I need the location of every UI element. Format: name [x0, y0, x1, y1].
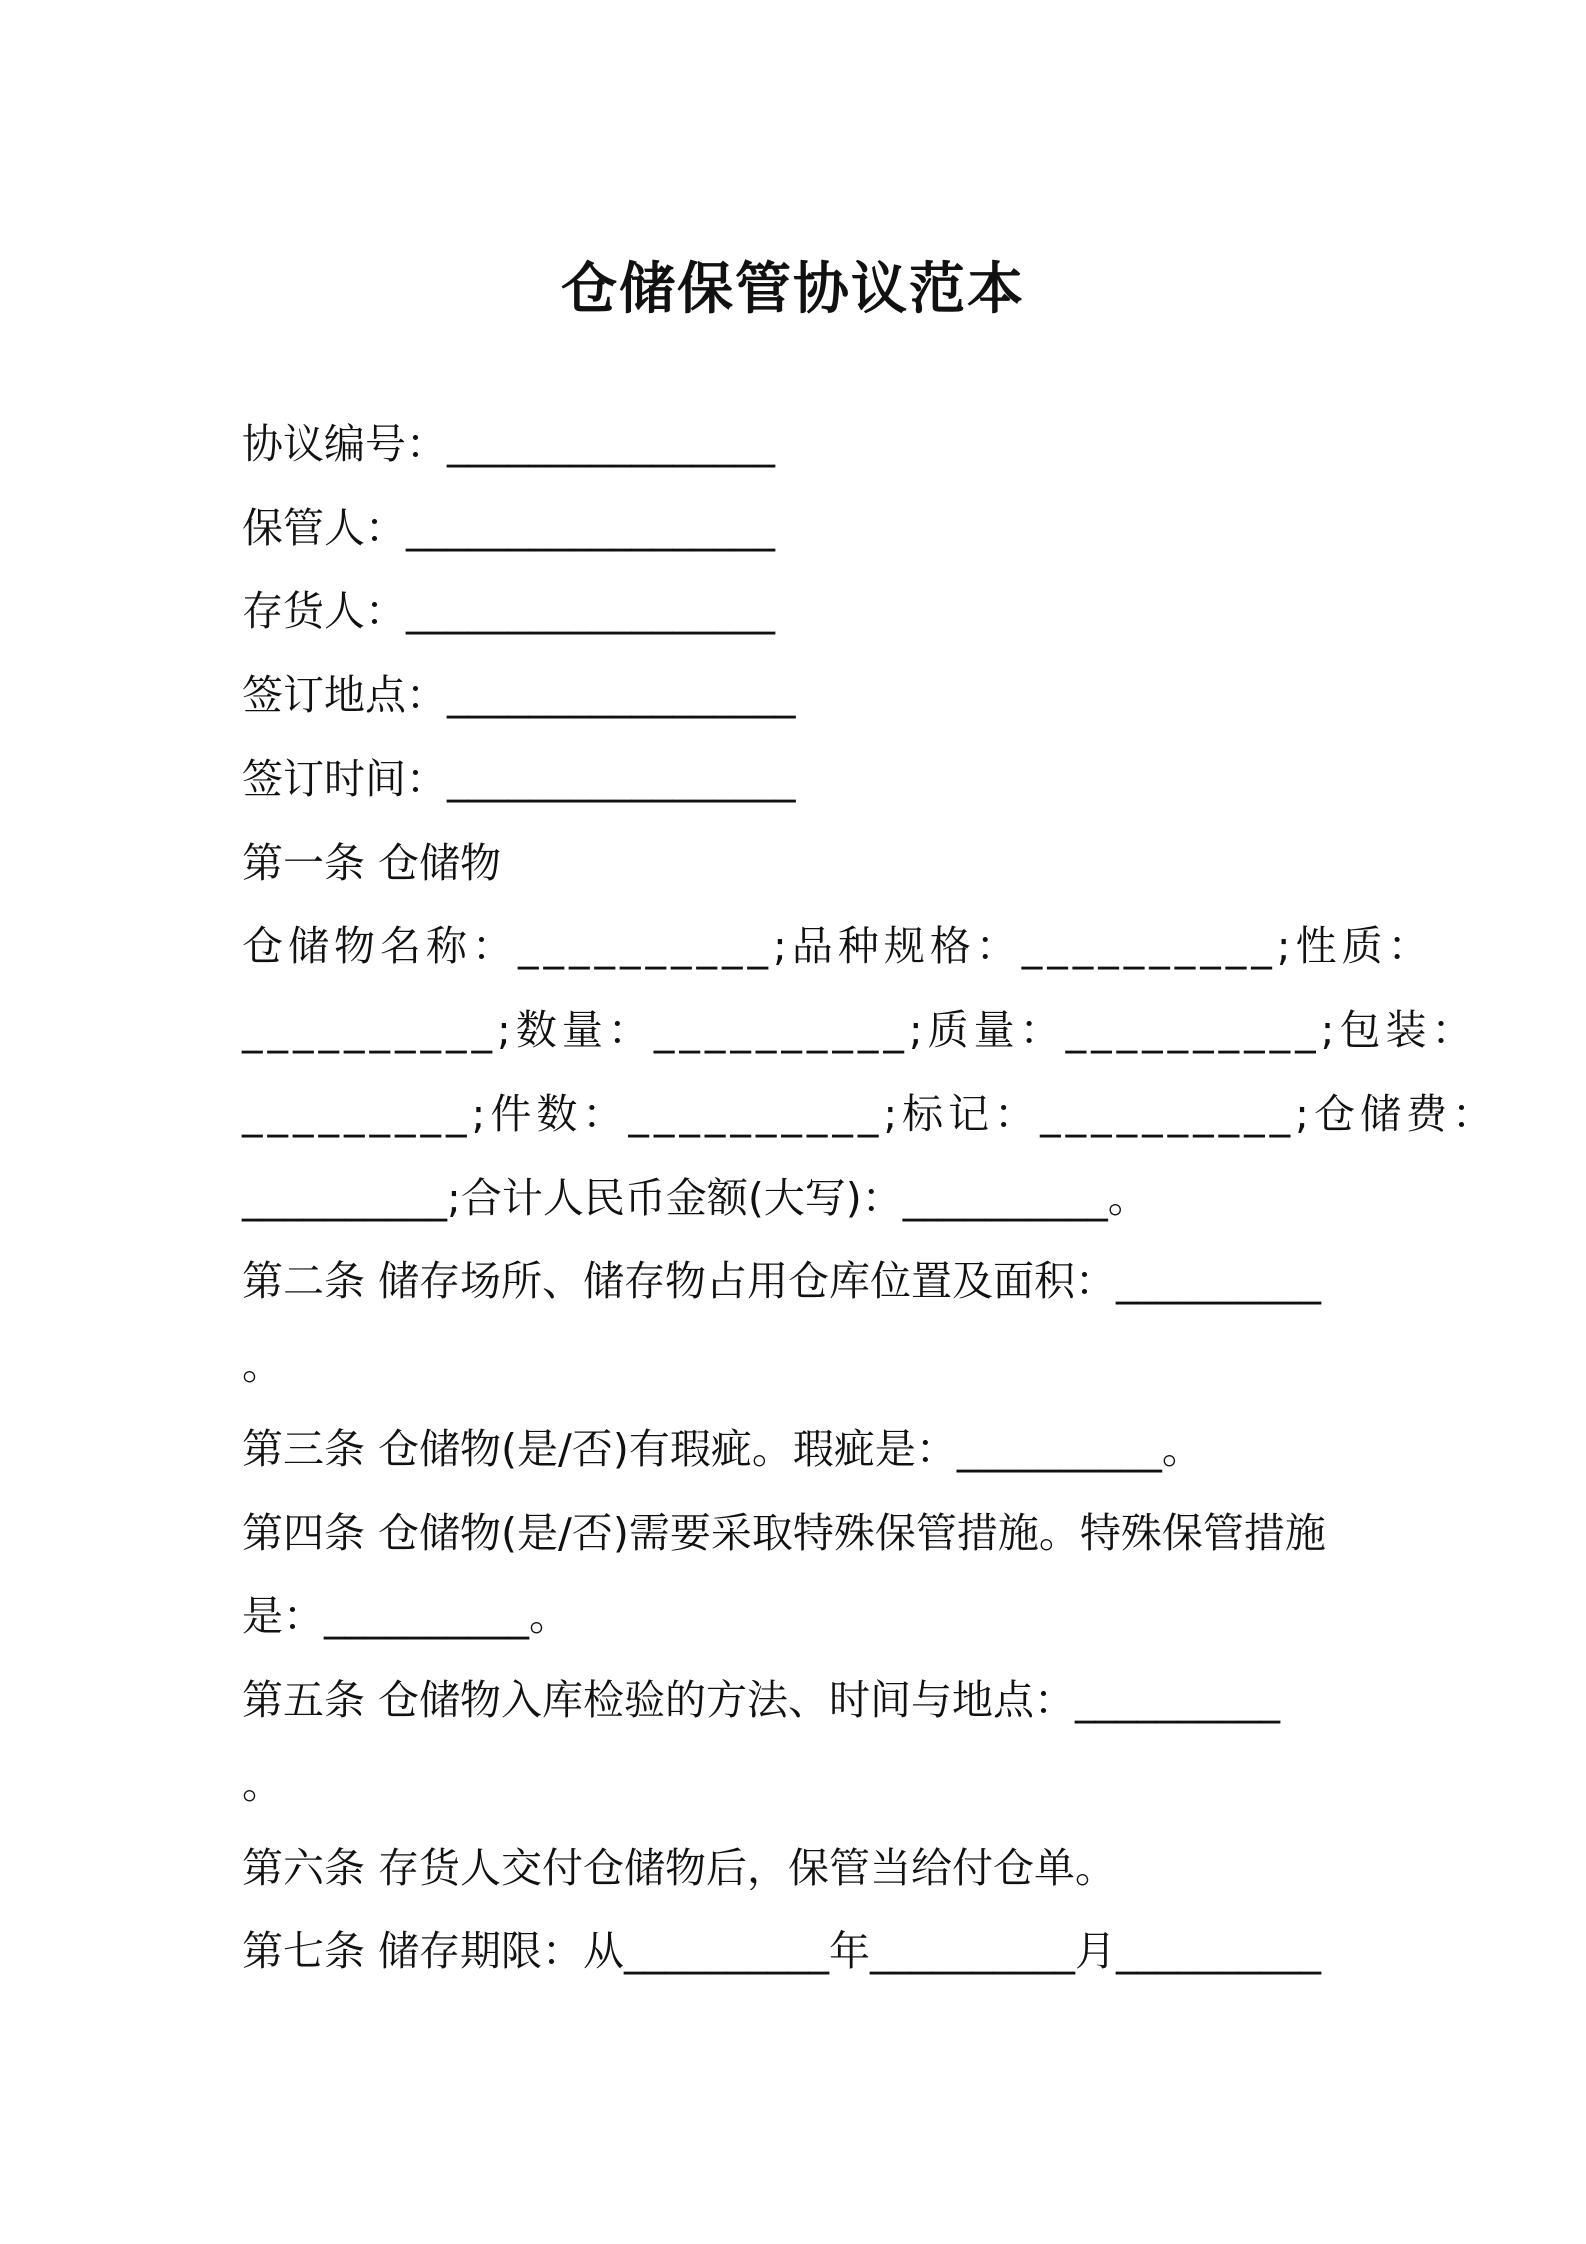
document-title: 仓储保管协议范本	[561, 257, 1025, 322]
signing-time-line: 签订时间：_________________	[242, 755, 796, 803]
article-6-line: 第六条 存货人交付仓储物后，保管当给付仓单。	[242, 1844, 1117, 1892]
article-2-line-1: 第二条 储存场所、储存物占用仓库位置及面积：__________	[242, 1257, 1322, 1305]
agreement-number-line: 协议编号：________________	[242, 420, 775, 468]
article-3-line: 第三条 仓储物(是/否)有瑕疵。瑕疵是：__________。	[242, 1425, 1203, 1473]
article-7-line: 第七条 储存期限：从__________年__________月__________	[242, 1927, 1322, 1975]
article-5-line-2: 。	[242, 1760, 283, 1808]
article-4-line-2: 是：__________。	[242, 1592, 570, 1640]
depositor-line: 存货人：__________________	[242, 587, 775, 635]
article-4-line-1: 第四条 仓储物(是/否)需要采取特殊保管措施。特殊保管措施	[242, 1509, 1326, 1557]
article-1-body-line-2: __________;数量：__________;质量：__________;包装：	[242, 1006, 1478, 1054]
article-1-heading: 第一条 仓储物	[242, 839, 502, 887]
article-1-body-line-4: __________;合计人民币金额(大写)：__________。	[242, 1174, 1149, 1222]
custodian-line: 保管人：__________________	[242, 504, 775, 552]
signing-place-line: 签订地点：_________________	[242, 671, 796, 719]
article-2-line-2: 。	[242, 1341, 283, 1389]
article-5-line-1: 第五条 仓储物入库检验的方法、时间与地点：__________	[242, 1676, 1281, 1724]
article-1-body-line-1: 仓储物名称：__________;品种规格：__________;性质：	[242, 922, 1434, 970]
article-1-body-line-3: _________;件数：__________;标记：__________;仓储费：	[242, 1090, 1498, 1138]
